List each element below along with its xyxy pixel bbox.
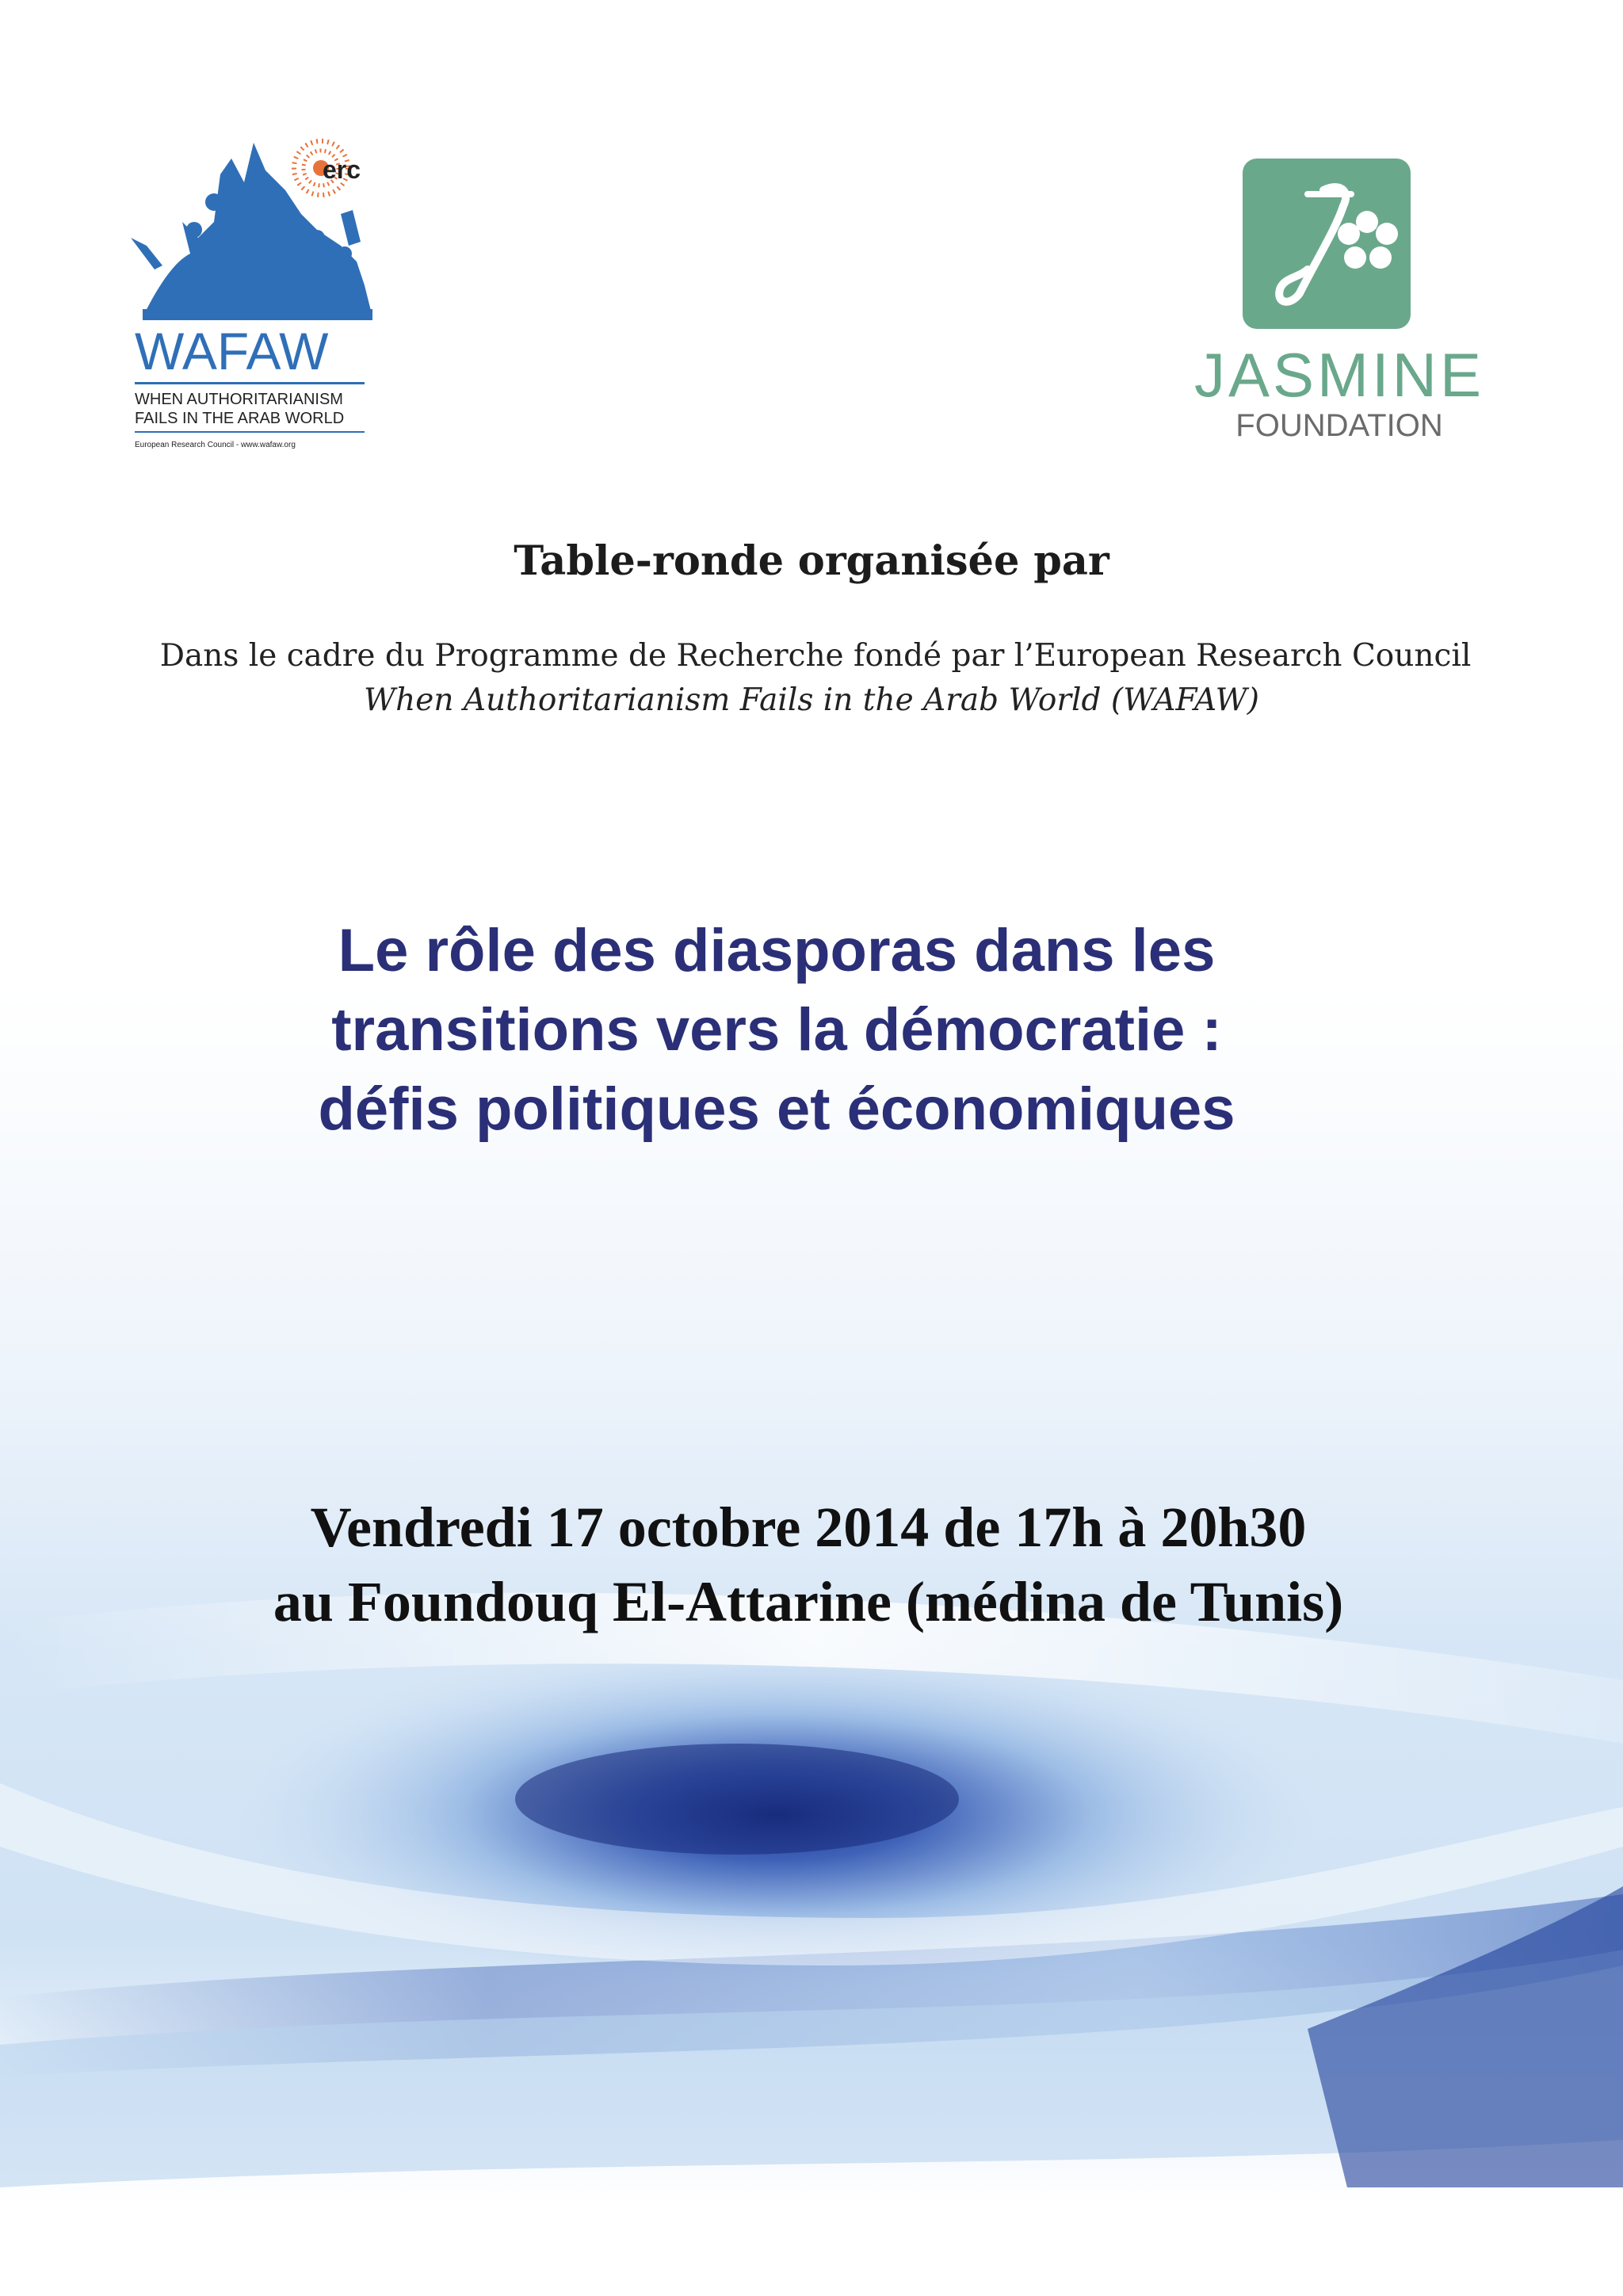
wafaw-tagline-1: WHEN AUTHORITARIANISM bbox=[135, 391, 343, 408]
erc-label: erc bbox=[323, 155, 361, 184]
wafaw-footer: European Research Council - www.wafaw.org bbox=[135, 441, 296, 449]
jasmine-foundation-logo bbox=[1189, 159, 1490, 452]
event-title-line-2: transitions vers la démocratie : bbox=[331, 996, 1222, 1064]
event-when-where bbox=[95, 1490, 1522, 1639]
wafaw-name: WAFAW bbox=[135, 322, 329, 380]
event-place: au Foundouq El-Attarine (médina de Tunis) bbox=[273, 1570, 1344, 1633]
event-title-line-3: défis politiques et économiques bbox=[318, 1075, 1235, 1143]
framework-text bbox=[0, 634, 1623, 723]
wafaw-tagline-2: FAILS IN THE ARAB WORLD bbox=[135, 410, 345, 427]
organised-by-heading: Table-ronde organisée par bbox=[514, 537, 1109, 585]
framework-line-2: When Authoritarianism Fails in the Arab World (WAFAW) bbox=[364, 682, 1259, 718]
erc-mark bbox=[294, 141, 361, 195]
event-title-line-1: Le rôle des diasporas dans les bbox=[338, 917, 1216, 984]
wafaw-crowd-icon bbox=[127, 127, 396, 468]
framework-line-1: Dans le cadre du Programme de Recherche fondé par l’European Research Council bbox=[159, 638, 1472, 674]
event-date: Vendredi 17 octobre 2014 de 17h à 20h30 bbox=[310, 1496, 1307, 1559]
event-title bbox=[143, 911, 1411, 1149]
wafaw-logo bbox=[127, 127, 396, 468]
jasmine-subtitle: FOUNDATION bbox=[1235, 408, 1443, 443]
jasmine-name: JASMINE bbox=[1193, 340, 1485, 410]
